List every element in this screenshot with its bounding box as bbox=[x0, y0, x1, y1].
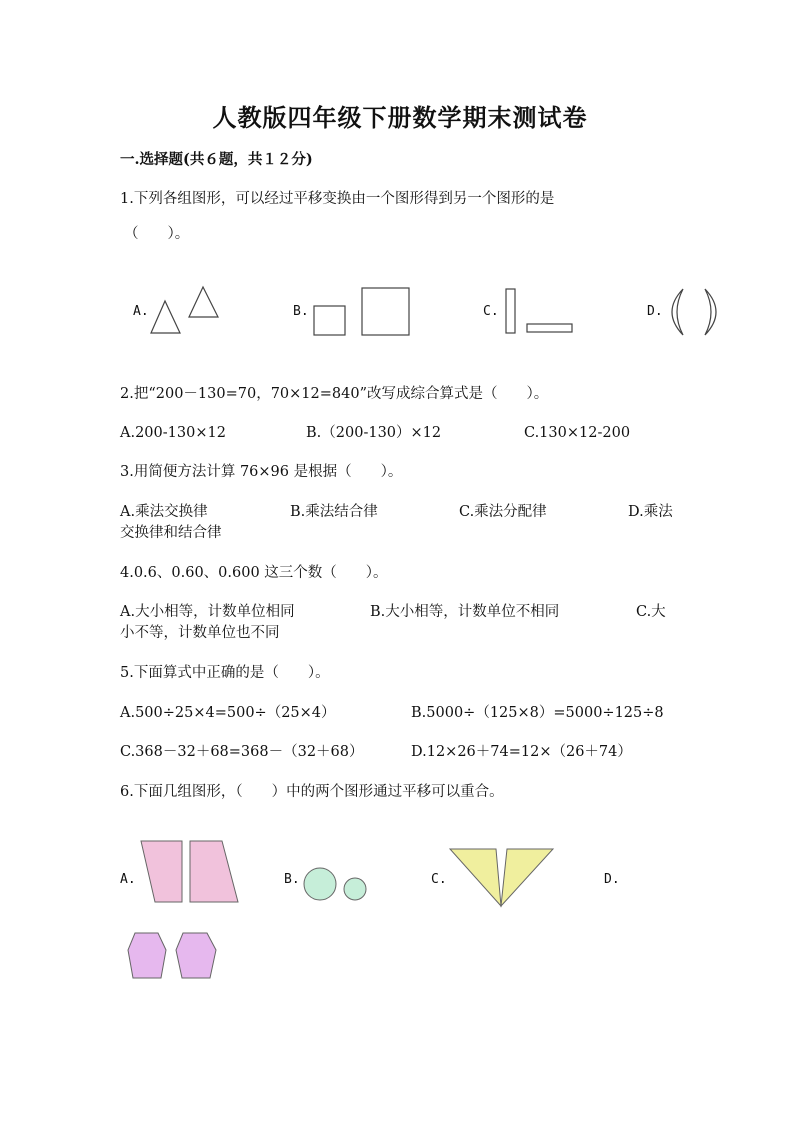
q4-option-a[interactable]: A.大小相等，计数单位相同 bbox=[120, 604, 295, 620]
q6-stem: 6.下面几组图形，（ ）中的两个图形通过平移可以重合。 bbox=[120, 784, 504, 800]
q3-option-d-wrap: 交换律和结合律 bbox=[120, 525, 222, 541]
q1-option-d-crescents bbox=[667, 286, 727, 338]
q2-option-b[interactable]: B.（200-130）×12 bbox=[306, 425, 442, 441]
left-crescent-shape bbox=[672, 289, 683, 335]
pink-trapezoid-shape bbox=[141, 841, 182, 902]
q1-option-c-label[interactable]: C. bbox=[483, 304, 499, 319]
section-heading: 一.选择题(共６题，共１２分) bbox=[120, 151, 313, 168]
pink-trapezoid-shape bbox=[190, 841, 238, 902]
q1-option-d-label[interactable]: D. bbox=[647, 304, 663, 319]
q3-option-c[interactable]: C.乘法分配律 bbox=[459, 504, 547, 520]
q6-option-b-circles bbox=[298, 860, 384, 906]
right-crescent-shape bbox=[705, 289, 716, 335]
q4-stem: 4.0.6、0.60、0.600 这三个数（ ）。 bbox=[120, 565, 388, 581]
q1-option-b-squares bbox=[312, 286, 414, 338]
large-square-shape bbox=[362, 288, 409, 335]
horizontal-rectangle-shape bbox=[527, 324, 572, 332]
triangle-shape bbox=[151, 301, 180, 333]
q3-option-d[interactable]: D.乘法 bbox=[628, 504, 673, 520]
page-title: 人教版四年级下册数学期末测试卷 bbox=[212, 103, 588, 132]
q1-option-c-rectangles bbox=[503, 286, 578, 336]
q4-option-c-wrap: 小不等，计数单位也不同 bbox=[120, 625, 280, 641]
yellow-triangle-shape bbox=[450, 849, 501, 906]
yellow-triangle-shape bbox=[501, 849, 553, 906]
small-square-shape bbox=[314, 306, 345, 335]
q5-option-c[interactable]: C.368－32＋68=368－（32＋68） bbox=[120, 744, 364, 760]
q6-option-a-label[interactable]: A. bbox=[120, 872, 136, 887]
q2-option-c[interactable]: C.130×12-200 bbox=[524, 425, 631, 441]
large-green-circle-shape bbox=[304, 868, 336, 900]
q1-option-a-label[interactable]: A. bbox=[133, 304, 149, 319]
q6-option-c-label[interactable]: C. bbox=[431, 872, 447, 887]
q3-option-b[interactable]: B.乘法结合律 bbox=[290, 504, 378, 520]
q6-option-d-label[interactable]: D. bbox=[604, 872, 620, 887]
q6-option-d-hexagons bbox=[124, 930, 222, 984]
q1-option-a-triangles bbox=[148, 284, 223, 336]
triangle-shape bbox=[189, 287, 218, 317]
q3-stem: 3.用简便方法计算 76×96 是根据（ ）。 bbox=[120, 464, 403, 480]
q6-option-b-label[interactable]: B. bbox=[284, 872, 300, 887]
q6-option-a-trapezoids bbox=[138, 838, 242, 906]
q4-option-c[interactable]: C.大 bbox=[636, 604, 666, 620]
q1-answer-blank: （ ）。 bbox=[124, 226, 190, 242]
vertical-rectangle-shape bbox=[506, 289, 515, 333]
q4-option-b[interactable]: B.大小相等，计数单位不相同 bbox=[370, 604, 560, 620]
small-green-circle-shape bbox=[344, 878, 366, 900]
q3-option-a[interactable]: A.乘法交换律 bbox=[120, 504, 208, 520]
q6-option-c-triangles bbox=[447, 846, 557, 908]
q5-option-a[interactable]: A.500÷25×4=500÷（25×4） bbox=[120, 705, 336, 721]
q5-option-b[interactable]: B.5000÷（125×8）=5000÷125÷8 bbox=[411, 705, 664, 721]
q1-stem: 1.下列各组图形，可以经过平移变换由一个图形得到另一个图形的是 bbox=[120, 191, 555, 207]
q2-option-a[interactable]: A.200-130×12 bbox=[120, 425, 226, 441]
violet-hexagon-shape bbox=[128, 933, 166, 978]
q5-stem: 5.下面算式中正确的是（ ）。 bbox=[120, 665, 330, 681]
q5-option-d[interactable]: D.12×26＋74=12×（26＋74） bbox=[411, 744, 632, 760]
q1-option-b-label[interactable]: B. bbox=[293, 304, 309, 319]
violet-hexagon-shape bbox=[176, 933, 216, 978]
q2-stem: 2.把“200－130=70，70×12=840”改写成综合算式是（ ）。 bbox=[120, 386, 549, 402]
